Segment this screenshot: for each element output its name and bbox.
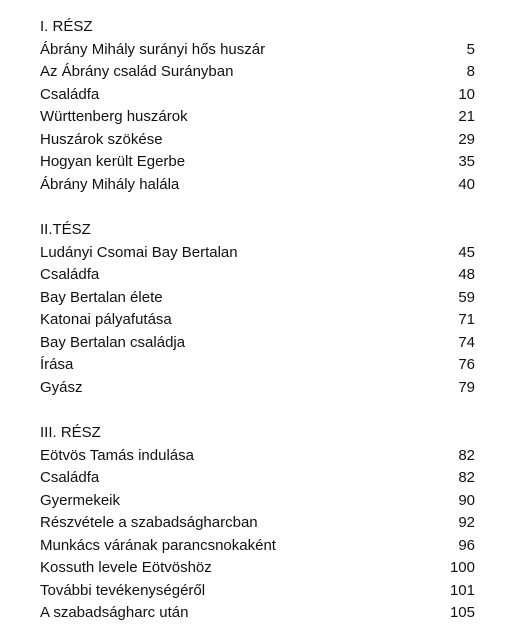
toc-entry xyxy=(40,309,475,332)
table-of-contents xyxy=(40,16,475,625)
toc-entry xyxy=(40,377,475,400)
toc-entry xyxy=(40,84,475,107)
toc-entry xyxy=(40,287,475,310)
entry-page-number: 40 xyxy=(458,175,475,193)
toc-entry xyxy=(40,264,475,287)
entry-title: Bay Bertalan élete xyxy=(40,288,163,306)
entry-page-number: 21 xyxy=(458,108,475,125)
toc-entry xyxy=(40,512,475,535)
toc-entry xyxy=(40,174,475,197)
entry-page-number: 74 xyxy=(458,333,475,351)
entry-title: Kossuth levele Eötvöshöz xyxy=(40,559,212,576)
toc-entry xyxy=(40,467,475,490)
toc-entry xyxy=(40,332,475,355)
toc-entry xyxy=(40,557,475,580)
entry-page-number: 79 xyxy=(458,378,475,396)
entry-page-number: 59 xyxy=(458,288,475,306)
toc-entry xyxy=(40,490,475,513)
entry-page-number: 82 xyxy=(458,446,475,464)
entry-page-number: 96 xyxy=(458,536,475,554)
toc-entry xyxy=(40,151,475,174)
entry-title: Bay Bertalan családja xyxy=(40,333,186,351)
entry-page-number: 100 xyxy=(449,559,475,576)
entry-title: Gyász xyxy=(40,378,83,396)
toc-entry xyxy=(40,61,475,84)
part-heading: II.TÉSZ xyxy=(40,221,91,238)
toc-entry xyxy=(40,445,475,468)
entry-page-number: 8 xyxy=(466,63,475,80)
entry-title: Württenberg huszárok xyxy=(40,108,188,125)
entry-title: Gyermekeik xyxy=(40,491,121,509)
entry-page-number: 29 xyxy=(458,130,475,148)
toc-part-2 xyxy=(40,219,475,399)
toc-entry xyxy=(40,129,475,152)
entry-page-number: 45 xyxy=(458,243,475,261)
entry-title: Ludányi Csomai Bay Bertalan xyxy=(40,243,238,261)
entry-title: Családfa xyxy=(40,469,100,486)
entry-page-number: 90 xyxy=(458,491,475,509)
entry-title: Ábrány Mihály surányi hős huszár xyxy=(40,40,266,58)
toc-entry xyxy=(40,242,475,265)
toc-entry xyxy=(40,354,475,377)
toc-entry xyxy=(40,39,475,62)
part-heading: I. RÉSZ xyxy=(40,18,93,35)
entry-title: Az Ábrány család Surányban xyxy=(40,63,234,80)
entry-title: Családfa xyxy=(40,266,100,283)
toc-part-1 xyxy=(40,16,475,196)
entry-title: A szabadságharc után xyxy=(40,604,189,621)
entry-page-number: 101 xyxy=(449,581,475,599)
entry-title: Írása xyxy=(40,356,74,373)
entry-title: Katonai pályafutása xyxy=(40,311,172,328)
entry-title: Részvétele a szabadságharcban xyxy=(40,514,258,531)
toc-part-3 xyxy=(40,422,475,625)
toc-entry xyxy=(40,580,475,603)
entry-title: Ábrány Mihály halála xyxy=(40,175,180,193)
entry-page-number: 10 xyxy=(458,85,475,103)
entry-page-number: 71 xyxy=(458,311,475,328)
part-heading: III. RÉSZ xyxy=(40,424,101,441)
entry-page-number: 92 xyxy=(458,514,475,531)
entry-page-number: 48 xyxy=(458,266,475,283)
entry-title: További tevékenységéről xyxy=(40,581,206,599)
entry-page-number: 76 xyxy=(458,356,475,373)
entry-title: Munkács várának parancsnokaként xyxy=(40,536,276,554)
entry-page-number: 105 xyxy=(449,604,475,621)
toc-entry xyxy=(40,602,475,625)
entry-title: Eötvös Tamás indulása xyxy=(40,446,194,464)
entry-title: Családfa xyxy=(40,85,100,103)
entry-page-number: 35 xyxy=(458,153,475,170)
entry-title: Hogyan került Egerbe xyxy=(40,153,186,170)
toc-entry xyxy=(40,106,475,129)
entry-title: Huszárok szökése xyxy=(40,130,163,148)
entry-page-number: 82 xyxy=(458,469,475,486)
entry-page-number: 5 xyxy=(466,40,475,58)
toc-entry xyxy=(40,535,475,558)
